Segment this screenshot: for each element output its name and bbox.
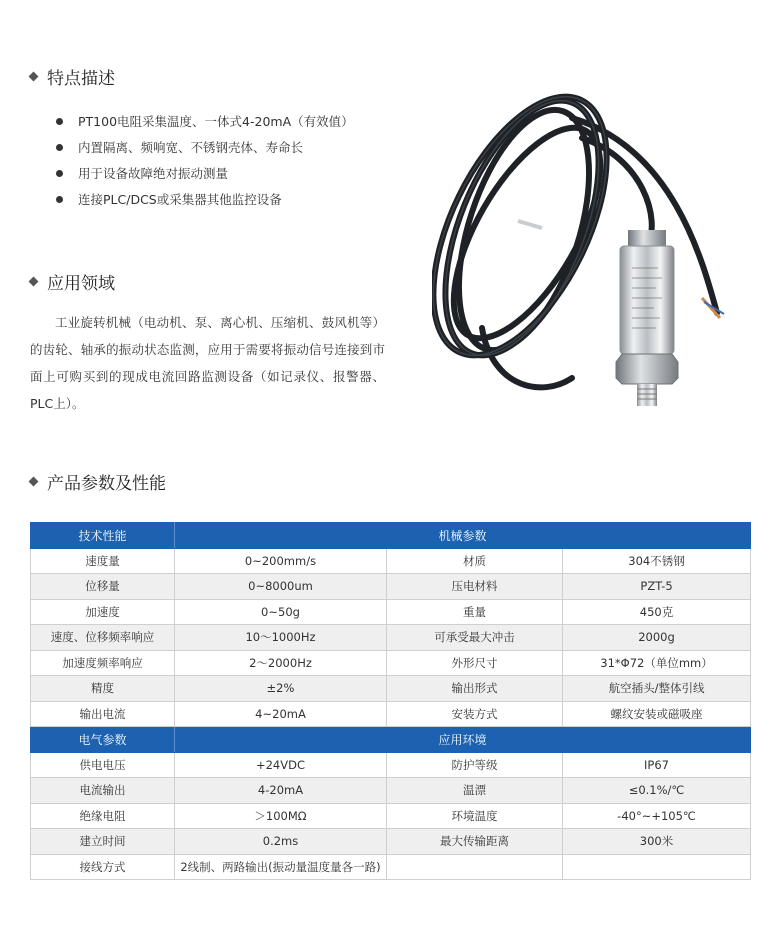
table-cell: 精度 xyxy=(31,676,175,702)
table-cell: 加速度 xyxy=(31,599,175,625)
table-cell: 外形尺寸 xyxy=(387,650,563,676)
table-cell: 2000g xyxy=(563,625,751,651)
table-row xyxy=(31,599,751,625)
list-item: PT100电阻采集温度、一体式4-20mA（有效值） xyxy=(56,108,354,134)
dot-bullet-icon xyxy=(56,118,63,125)
table-cell: 螺纹安装或磁吸座 xyxy=(563,701,751,727)
table-row xyxy=(31,803,751,829)
table-header-cell: 电气参数 xyxy=(31,727,175,753)
table-cell xyxy=(387,854,563,880)
table-cell: 速度量 xyxy=(31,548,175,574)
diamond-bullet-icon xyxy=(29,477,39,487)
table-cell: +24VDC xyxy=(175,752,387,778)
applications-title xyxy=(30,269,115,294)
diamond-bullet-icon xyxy=(29,72,39,82)
table-cell: IP67 xyxy=(563,752,751,778)
spec-table xyxy=(30,522,751,880)
dot-bullet-icon xyxy=(56,170,63,177)
table-cell: 2线制、两路输出(振动量温度量各一路) xyxy=(175,854,387,880)
table-cell: 输出形式 xyxy=(387,676,563,702)
table-row xyxy=(31,778,751,804)
table-cell: 0~50g xyxy=(175,599,387,625)
table-row xyxy=(31,574,751,600)
table-cell: 材质 xyxy=(387,548,563,574)
table-cell: 电流输出 xyxy=(31,778,175,804)
table-header-cell: 应用环境 xyxy=(175,727,751,753)
table-cell: 位移量 xyxy=(31,574,175,600)
table-row xyxy=(31,752,751,778)
table-row xyxy=(31,548,751,574)
table-cell: 300米 xyxy=(563,829,751,855)
table-cell xyxy=(563,854,751,880)
list-item: 内置隔离、频响宽、不锈钢壳体、寿命长 xyxy=(56,134,354,160)
table-cell: 可承受最大冲击 xyxy=(387,625,563,651)
table-cell: ≤0.1%/℃ xyxy=(563,778,751,804)
table-cell: -40°~+105℃ xyxy=(563,803,751,829)
table-row xyxy=(31,650,751,676)
table-cell: 4~20mA xyxy=(175,701,387,727)
list-item: 用于设备故障绝对振动测量 xyxy=(56,160,354,186)
table-cell: 304不锈钢 xyxy=(563,548,751,574)
params-title xyxy=(30,469,166,494)
table-cell: 压电材料 xyxy=(387,574,563,600)
table-cell: 输出电流 xyxy=(31,701,175,727)
params-title-text: 产品参数及性能 xyxy=(47,474,166,494)
table-cell: ±2% xyxy=(175,676,387,702)
table-cell: 0~200mm/s xyxy=(175,548,387,574)
table-cell: 0.2ms xyxy=(175,829,387,855)
table-cell: 4-20mA xyxy=(175,778,387,804)
features-title-text: 特点描述 xyxy=(47,69,115,89)
table-cell: 0~8000um xyxy=(175,574,387,600)
table-cell: 重量 xyxy=(387,599,563,625)
dot-bullet-icon xyxy=(56,144,63,151)
table-cell: 10～1000Hz xyxy=(175,625,387,651)
table-header-row xyxy=(31,727,751,753)
dot-bullet-icon xyxy=(56,196,63,203)
table-cell: 建立时间 xyxy=(31,829,175,855)
table-cell: 供电电压 xyxy=(31,752,175,778)
table-cell: 航空插头/整体引线 xyxy=(563,676,751,702)
table-header-row xyxy=(31,523,751,549)
table-row xyxy=(31,701,751,727)
table-header-cell: 技术性能 xyxy=(31,523,175,549)
table-header-cell: 机械参数 xyxy=(175,523,751,549)
table-cell: 速度、位移频率响应 xyxy=(31,625,175,651)
table-cell: 最大传输距离 xyxy=(387,829,563,855)
table-row xyxy=(31,854,751,880)
table-cell: 2～2000Hz xyxy=(175,650,387,676)
table-row xyxy=(31,676,751,702)
list-item: 连接PLC/DCS或采集器其他监控设备 xyxy=(56,186,354,212)
table-cell: 温漂 xyxy=(387,778,563,804)
features-list xyxy=(56,108,354,212)
table-cell: 绝缘电阻 xyxy=(31,803,175,829)
features-title xyxy=(30,64,115,89)
table-cell: ＞100MΩ xyxy=(175,803,387,829)
table-cell: 接线方式 xyxy=(31,854,175,880)
table-cell: 防护等级 xyxy=(387,752,563,778)
table-row xyxy=(31,829,751,855)
table-cell: 安装方式 xyxy=(387,701,563,727)
table-cell: 450克 xyxy=(563,599,751,625)
table-cell: 加速度频率响应 xyxy=(31,650,175,676)
table-cell: 环境温度 xyxy=(387,803,563,829)
sensor-product-image xyxy=(432,78,750,420)
table-cell: PZT-5 xyxy=(563,574,751,600)
applications-title-text: 应用领域 xyxy=(47,274,115,294)
table-cell: 31*Φ72（单位mm） xyxy=(563,650,751,676)
applications-paragraph: 工业旋转机械（电动机、泵、离心机、压缩机、鼓风机等）的齿轮、轴承的振动状态监测，应用于需要将振动信号连接到市面上可购买到的现成电流回路监测设备（如记录仪、报警器、PLC上）。 xyxy=(30,315,385,411)
diamond-bullet-icon xyxy=(29,277,39,287)
table-row xyxy=(31,625,751,651)
